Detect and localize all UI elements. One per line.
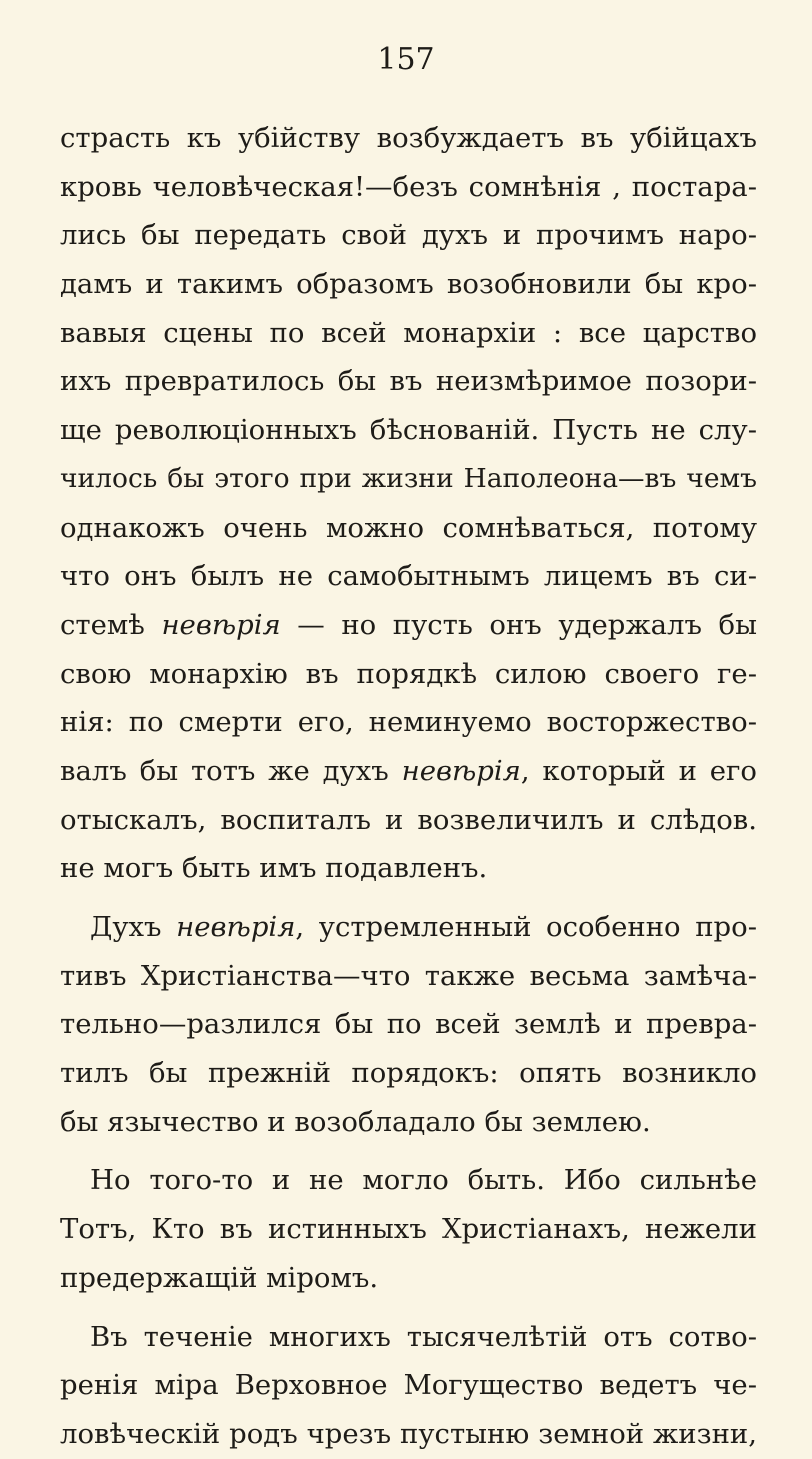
- text-line: свою монархію въ порядкѣ силою своего ге-: [60, 657, 757, 690]
- text-line: Въ теченіе многихъ тысячелѣтій отъ сотво-: [90, 1320, 757, 1353]
- text-line: ловѣческій родъ чрезъ пустыню земной жизни,: [60, 1417, 757, 1450]
- text-line: кровь человѣческая!—безъ сомнѣнія , постара-: [60, 170, 757, 203]
- text-line: тивъ Христіанства—что также весьма замѣча-: [60, 959, 757, 992]
- text-line: Но того-то и не могло быть. Ибо сильнѣе: [90, 1164, 757, 1197]
- text-line: нія: по смерти его, неминуемо восторжество-: [60, 706, 757, 739]
- text-segment: валъ бы тотъ же духъ: [60, 754, 389, 787]
- text-segment: — но пусть онъ удержалъ бы: [297, 608, 757, 641]
- page-number: 157: [377, 42, 435, 77]
- text-line: [60, 747, 757, 796]
- text-line: [60, 601, 757, 650]
- italic-term: невѣрія: [401, 754, 521, 787]
- text-line: лись бы передать свой духъ и прочимъ наро-: [60, 219, 757, 252]
- italic-term: невѣрія: [176, 911, 296, 943]
- text-line: чилось бы этого при жизни Наполеона—въ чемъ: [60, 462, 757, 494]
- text-line: страсть къ убійству возбуждаетъ въ убійцахъ: [60, 122, 757, 154]
- text-line: отыскалъ, воспиталъ и возвеличилъ и слѣдов.: [60, 803, 757, 836]
- text-line: предержащій міромъ.: [60, 1261, 379, 1294]
- text-line: вавыя сцены по всей монархіи : все царство: [60, 316, 757, 349]
- text-line: ихъ превратилось бы въ неизмѣримое позори-: [60, 365, 757, 398]
- text-line: Тотъ, Кто въ истинныхъ Христіанахъ, нежели: [60, 1213, 757, 1246]
- text-line: бы язычество и возобладало бы землею.: [60, 1105, 651, 1138]
- text-segment: , который и его: [520, 754, 757, 787]
- text-line: [60, 903, 757, 952]
- text-line: дамъ и такимъ образомъ возобновили бы кро-: [60, 268, 757, 301]
- text-segment: стемѣ: [60, 608, 145, 641]
- text-line: однакожъ очень можно сомнѣваться, потому: [60, 511, 757, 544]
- text-segment: Духъ: [90, 911, 162, 943]
- text-segment: , устремленный особенно про-: [295, 911, 757, 943]
- page-body-text: [60, 114, 757, 1459]
- text-line: что онъ былъ не самобытнымъ лицемъ въ си-: [60, 560, 757, 593]
- italic-term: невѣрія: [161, 608, 281, 641]
- text-line: тельно—разлился бы по всей землѣ и превра-: [60, 1008, 757, 1041]
- text-line: ще революціонныхъ бѣснованій. Пусть не слу-: [60, 414, 757, 447]
- text-line: не могъ быть имъ подавленъ.: [60, 852, 488, 885]
- text-line: ренія міра Верховное Могущество ведетъ че-: [60, 1369, 757, 1402]
- text-line: тилъ бы прежній порядокъ: опять возникло: [60, 1057, 757, 1090]
